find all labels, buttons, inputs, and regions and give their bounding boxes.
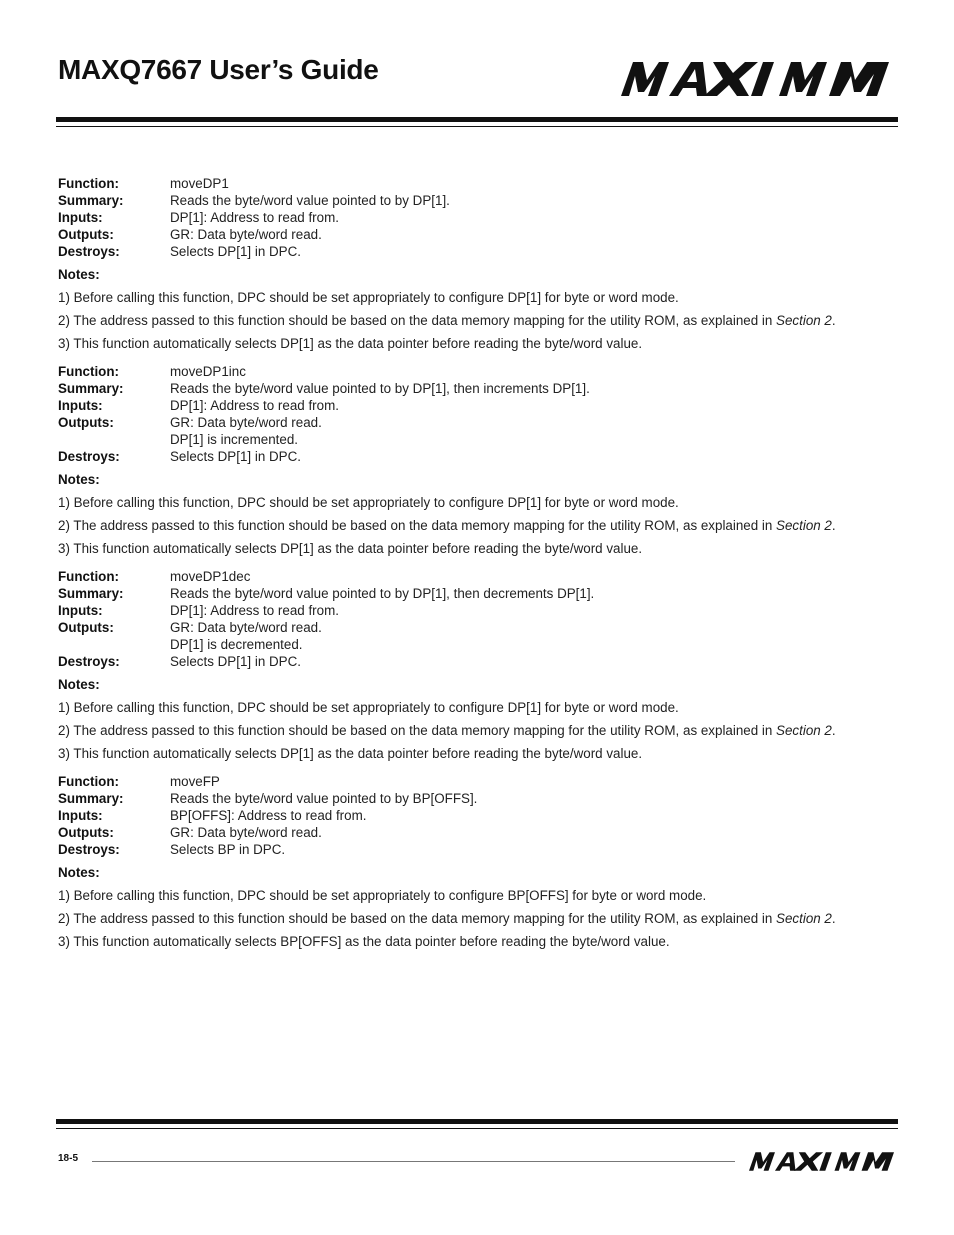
section-reference: Section 2 xyxy=(776,313,832,328)
notes-heading: Notes: xyxy=(58,677,100,692)
summary-label: Summary: xyxy=(58,791,124,806)
document-body xyxy=(58,175,898,961)
destroys-label: Destroys: xyxy=(58,244,120,259)
summary-label: Summary: xyxy=(58,586,124,601)
inputs-label: Inputs: xyxy=(58,808,103,823)
section-reference: Section 2 xyxy=(776,723,832,738)
function-block xyxy=(58,773,898,950)
note-3: 3) This function automatically selects DP[1] as the data pointer before reading the byte/word value. xyxy=(58,746,643,761)
destroys-text: Selects DP[1] in DPC. xyxy=(170,244,301,259)
note-3: 3) This function automatically selects DP[1] as the data pointer before reading the byte/word value. xyxy=(58,336,643,351)
function-name: moveFP xyxy=(170,774,220,789)
note-2 xyxy=(58,910,898,927)
note-2-end: . xyxy=(831,911,836,926)
header-rule-thin xyxy=(56,126,898,127)
notes-heading: Notes: xyxy=(58,472,100,487)
inputs-label: Inputs: xyxy=(58,398,103,413)
function-name: moveDP1dec xyxy=(170,569,251,584)
page-title: MAXQ7667 User’s Guide xyxy=(58,54,379,85)
summary-text: Reads the byte/word value pointed to by DP[1], then decrements DP[1]. xyxy=(170,586,595,601)
destroys-text: Selects DP[1] in DPC. xyxy=(170,449,301,464)
destroys-text: Selects DP[1] in DPC. xyxy=(170,654,301,669)
note-3: 3) This function automatically selects DP[1] as the data pointer before reading the byte/word value. xyxy=(58,541,643,556)
inputs-label: Inputs: xyxy=(58,603,103,618)
notes-heading: Notes: xyxy=(58,267,100,282)
section-reference: Section 2 xyxy=(776,911,832,926)
maxim-logo xyxy=(621,62,889,96)
outputs-text: GR: Data byte/word read. xyxy=(170,227,322,242)
footer-rule xyxy=(56,1119,898,1124)
summary-text: Reads the byte/word value pointed to by BP[OFFS]. xyxy=(170,791,478,806)
note-2-end: . xyxy=(831,313,836,328)
outputs-text: GR: Data byte/word read. xyxy=(170,825,322,840)
summary-text: Reads the byte/word value pointed to by DP[1]. xyxy=(170,193,450,208)
outputs-label: Outputs: xyxy=(58,620,114,635)
summary-text: Reads the byte/word value pointed to by DP[1], then increments DP[1]. xyxy=(170,381,590,396)
note-1: 1) Before calling this function, DPC should be set appropriately to configure DP[1] for byte or word mode. xyxy=(58,290,679,305)
note-3: 3) This function automatically selects BP[OFFS] as the data pointer before reading the byte/word value. xyxy=(58,934,670,949)
maxim-logo-footer xyxy=(749,1152,894,1171)
summary-label: Summary: xyxy=(58,193,124,208)
function-name: moveDP1inc xyxy=(170,364,246,379)
inputs-text: DP[1]: Address to read from. xyxy=(170,603,339,618)
note-2-text: 2) The address passed to this function should be based on the data memory mapping for the utility ROM, as explained in xyxy=(58,723,777,738)
outputs-label: Outputs: xyxy=(58,825,114,840)
destroys-label: Destroys: xyxy=(58,654,120,669)
footer-line xyxy=(92,1161,735,1162)
function-label: Function: xyxy=(58,569,119,584)
inputs-text: BP[OFFS]: Address to read from. xyxy=(170,808,367,823)
note-2-end: . xyxy=(831,723,836,738)
outputs-text: GR: Data byte/word read. xyxy=(170,620,322,635)
function-label: Function: xyxy=(58,176,119,191)
function-label: Function: xyxy=(58,774,119,789)
destroys-text: Selects BP in DPC. xyxy=(170,842,286,857)
note-1: 1) Before calling this function, DPC should be set appropriately to configure BP[OFFS] for byte or word mode. xyxy=(58,888,707,903)
outputs-text-2: DP[1] is incremented. xyxy=(170,432,299,447)
section-reference: Section 2 xyxy=(776,518,832,533)
note-2-text: 2) The address passed to this function should be based on the data memory mapping for the utility ROM, as explained in xyxy=(58,911,777,926)
footer-rule-thin xyxy=(56,1128,898,1129)
header-rule xyxy=(56,117,898,122)
function-block xyxy=(58,363,898,557)
destroys-label: Destroys: xyxy=(58,842,120,857)
outputs-text: GR: Data byte/word read. xyxy=(170,415,322,430)
note-2 xyxy=(58,517,898,534)
destroys-label: Destroys: xyxy=(58,449,120,464)
inputs-text: DP[1]: Address to read from. xyxy=(170,398,339,413)
outputs-text-2: DP[1] is decremented. xyxy=(170,637,303,652)
outputs-label: Outputs: xyxy=(58,415,114,430)
notes-heading: Notes: xyxy=(58,865,100,880)
note-2-end: . xyxy=(831,518,836,533)
summary-label: Summary: xyxy=(58,381,124,396)
page-number: 18-5 xyxy=(58,1153,79,1164)
note-2-text: 2) The address passed to this function should be based on the data memory mapping for the utility ROM, as explained in xyxy=(58,518,777,533)
function-label: Function: xyxy=(58,364,119,379)
note-1: 1) Before calling this function, DPC should be set appropriately to configure DP[1] for byte or word mode. xyxy=(58,700,679,715)
function-block xyxy=(58,175,898,352)
note-2-text: 2) The address passed to this function should be based on the data memory mapping for the utility ROM, as explained in xyxy=(58,313,777,328)
note-2 xyxy=(58,312,898,329)
note-1: 1) Before calling this function, DPC should be set appropriately to configure DP[1] for byte or word mode. xyxy=(58,495,679,510)
inputs-text: DP[1]: Address to read from. xyxy=(170,210,339,225)
inputs-label: Inputs: xyxy=(58,210,103,225)
note-2 xyxy=(58,722,898,739)
function-name: moveDP1 xyxy=(170,176,229,191)
function-block xyxy=(58,568,898,762)
outputs-label: Outputs: xyxy=(58,227,114,242)
